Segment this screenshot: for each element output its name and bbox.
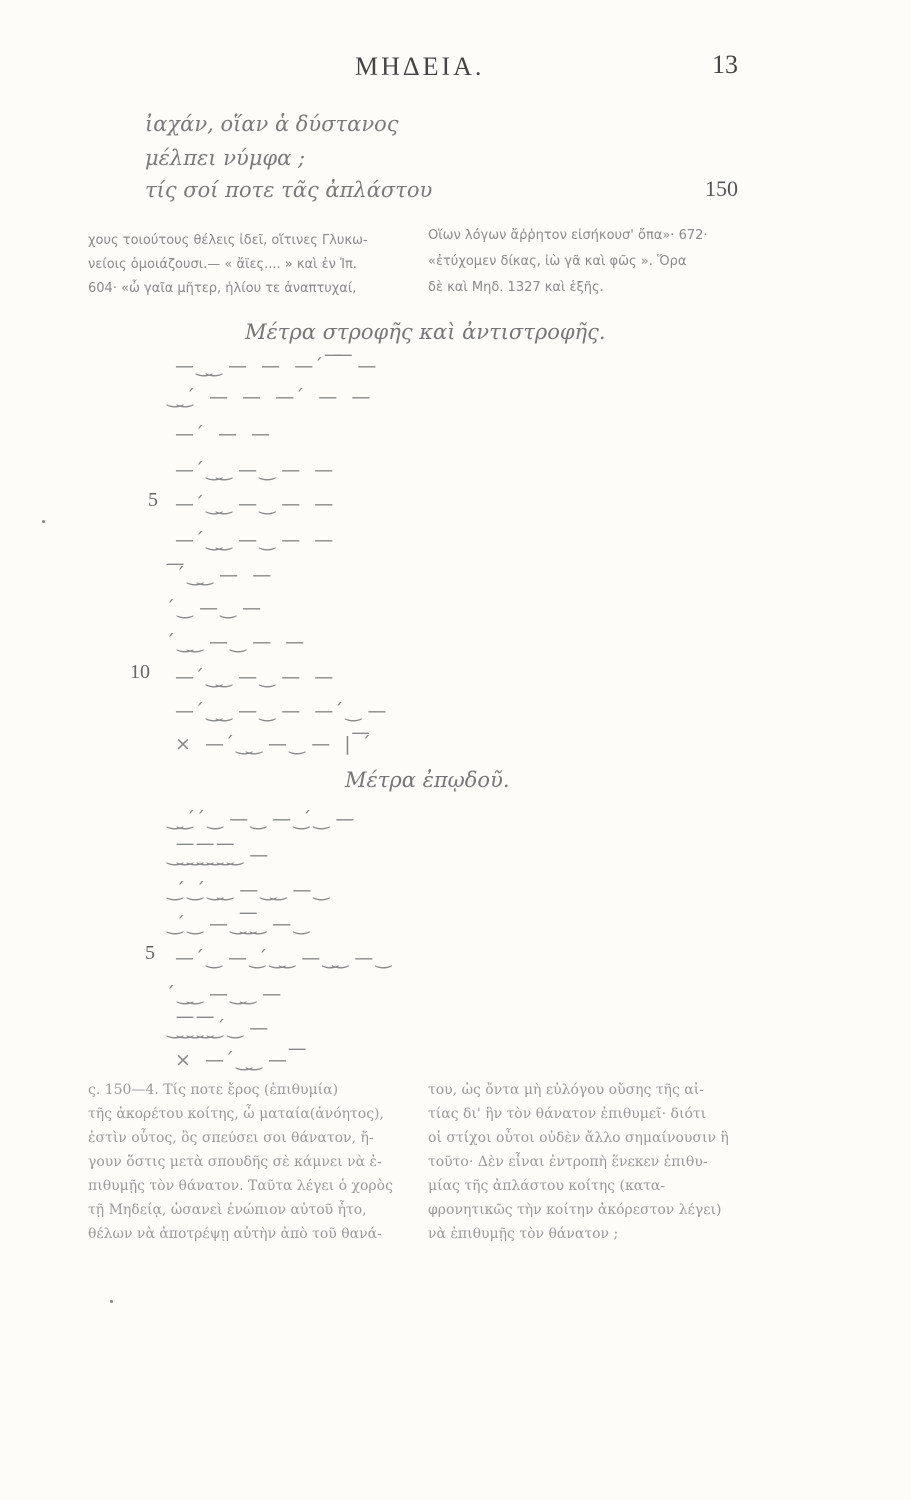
- epode-metre-line: — ́ ͜ — ͜ ́ ͜ ͜ — ͜ ͜ — ͜: [175, 947, 388, 969]
- note-right-line: Οἵων λόγων ἄῤῥητον εἰσήκουσ' ὄπα»· 672·: [428, 228, 708, 243]
- commentary-left-line: ς. 150—4. Τίς ποτε ἔρος (ἐπιθυμία): [88, 1082, 339, 1098]
- commentary-left-line: γουν ὅστις μετὰ σπουδῆς σὲ κάμνει νὰ ἐ-: [88, 1154, 382, 1170]
- epode-metre-line: ́ ͜ ͜ — ͜ ͜ —: [175, 983, 286, 1005]
- metre-line: — ́ ͜ ͜ — ͜ — — ́ ͜ —: [175, 700, 391, 722]
- metre-line: ͜ ͜ ́ — — — ́ — —: [175, 386, 375, 408]
- metre-line: ́ ͜ ͜ — ͜ — —: [175, 631, 309, 653]
- epode-metre-line: × — ́ ͜ ͜ — ͞: [175, 1049, 302, 1071]
- verse-line: ἰαχάν, οἵαν ἁ δύστανος: [145, 112, 399, 136]
- ink-speck: [110, 1300, 113, 1303]
- note-right-line: δὲ καὶ Μηδ. 1327 καὶ ἑξῆς.: [428, 280, 604, 295]
- epode-metre-line: ͜ ͜͞ ͜ ͜͞ ͜ ͜͞ ͜ —: [175, 844, 273, 866]
- commentary-right-line: τοῦτο· Δὲν εἶναι ἐντροπὴ ἕνεκεν ἐπιθυ-: [428, 1154, 708, 1170]
- note-right-line: «ἐτύχομεν δίκας, ἰὼ γᾶ καὶ φῶς ». Ὅρα: [428, 254, 687, 269]
- verse-line: μέλπει νύμφα ;: [145, 146, 306, 170]
- commentary-left-line: ἐστὶν οὗτος, ὃς σπεύσει σοι θάνατον, ἤ-: [88, 1130, 374, 1146]
- verse-line: τίς σοί ποτε τᾶς ἀπλάστου: [145, 178, 433, 202]
- strophe-metre-title: Μέτρα στροφῆς καὶ ἀντιστροφῆς.: [245, 320, 606, 344]
- note-left-line: χους τοιούτους θέλεις ἰδεῖ, οἵτινες Γλυκω-: [88, 233, 368, 248]
- ink-speck: [42, 520, 45, 523]
- commentary-right-line: οἱ στίχοι οὗτοι οὐδὲν ἄλλο σημαίνουσιν ἢ: [428, 1130, 729, 1146]
- note-left-line: 604· «ὦ γαῖα μῆτερ, ἡλίου τε ἀναπτυχαί,: [88, 281, 357, 296]
- commentary-left-line: πιθυμῇς τὸν θάνατον. Ταῦτα λέγει ὁ χορὸς: [88, 1178, 393, 1194]
- epode-metre-line: ͜ ͜͞ ͜ ͜͞ ͜ ́ ͜ —: [175, 1017, 273, 1039]
- commentary-left-line: τῇ Μηδείᾳ, ὡσανεὶ ἐνώπιον αὐτοῦ ἦτο,: [88, 1202, 367, 1218]
- epode-metre-line: ͜ ͜ ́ ́ ͜ — ͜ — ͜ ́ ͜ —: [175, 808, 359, 830]
- commentary-right-line: μίας τῆς ἀπλάστου κοίτης (κατα-: [428, 1178, 666, 1194]
- metre-line: — ́ ͜ ͜ — ͜ — —: [175, 529, 338, 551]
- metre-line: — ́ — —: [175, 423, 275, 445]
- note-left-line: νείοις ὁμοιάζουσι.— « ἄϊες.... » καὶ ἐν Ἰπ.: [88, 257, 357, 272]
- metre-line: ͞ ́ ͜ ͜ — —: [175, 564, 276, 586]
- metre-line: — ͜ ͜ — — — ́ ͞ ͞ —: [175, 355, 381, 377]
- commentary-right-line: φρονητικῶς τὴν κοίτην ἀκόρεστον λέγει): [428, 1202, 722, 1218]
- metre-line: — ́ ͜ ͜ — ͜ — —: [175, 666, 338, 688]
- metre-line: ́ ͜ — ͜ —: [175, 597, 266, 619]
- running-title: ΜΗΔΕΙΑ.: [355, 52, 485, 81]
- commentary-right-line: τίας δι' ἣν τὸν θάνατον ἐπιθυμεῖ· διότι: [428, 1106, 707, 1122]
- epode-metre-title: Μέτρα ἐπῳδοῦ.: [345, 768, 510, 792]
- metre-line: × — ́ ͜ ͜ — ͜ — | ͞ ́: [175, 733, 375, 755]
- page-number: 13: [712, 50, 738, 79]
- commentary-right-line: νὰ ἐπιθυμῇς τὸν θάνατον ;: [428, 1226, 619, 1242]
- epode-metre-line: ͜ ́ ͜ — ͜ ͜͞ ͜ — ͜: [175, 913, 306, 935]
- metre-line: — ́ ͜ ͜ — ͜ — —: [175, 459, 338, 481]
- commentary-left-line: θέλων νὰ ἀποτρέψῃ αὐτὴν ἀπὸ τοῦ θανά-: [88, 1226, 382, 1242]
- verse-line-number: 150: [705, 176, 738, 201]
- epode-line-mark: 5: [145, 942, 155, 964]
- metre-line-mark: 10: [130, 661, 150, 683]
- metre-line: — ́ ͜ ͜ — ͜ — —: [175, 493, 338, 515]
- epode-metre-line: ͜ ́ ͜ ́ ͜ ͜ — ͜ ͜ — ͜: [175, 879, 326, 901]
- commentary-left-line: τῆς ἀκορέτου κοίτης, ὦ ματαία(ἀνόητος),: [88, 1106, 384, 1122]
- metre-line-mark: 5: [148, 489, 158, 511]
- commentary-right-line: του, ὡς ὄντα μὴ εὐλόγου οὔσης τῆς αἰ-: [428, 1082, 704, 1098]
